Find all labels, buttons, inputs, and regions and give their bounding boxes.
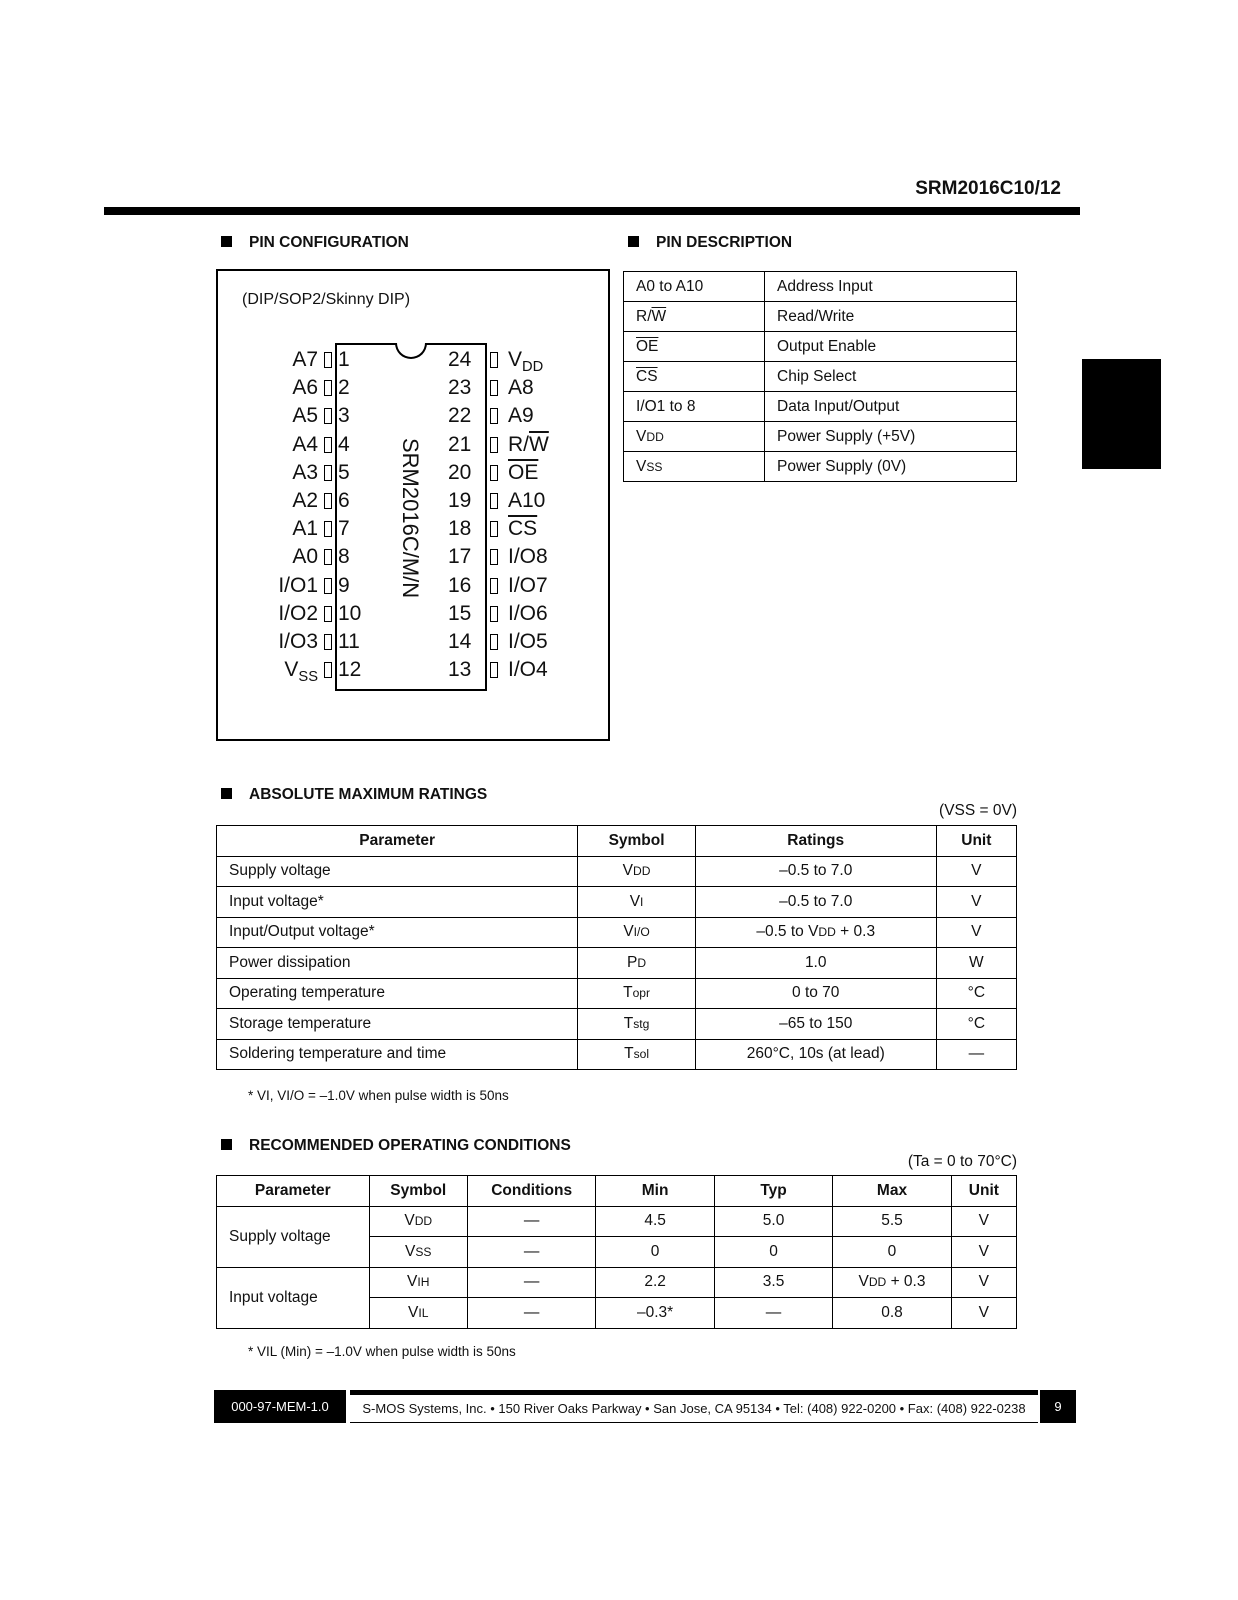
cell: Tstg [578, 1009, 695, 1040]
cell: °C [936, 978, 1016, 1009]
pin-number: 8 [338, 545, 350, 569]
pin-lead [324, 493, 332, 509]
pin-number: 17 [448, 545, 472, 569]
cell: 0 [714, 1237, 832, 1268]
pin-name-cell: VSS [624, 452, 765, 482]
pin-lead [490, 521, 498, 537]
section-recommended-operating-conditions: RECOMMENDED OPERATING CONDITIONS [221, 1137, 571, 1155]
pin-lead [324, 606, 332, 622]
pin-configuration-box [216, 269, 610, 741]
cell: 260°C, 10s (at lead) [695, 1039, 936, 1070]
column-header: Symbol [369, 1176, 467, 1207]
pin-desc-cell: Power Supply (0V) [765, 452, 1017, 482]
pin-number: 23 [448, 376, 472, 400]
pin-label-right: $\overline{CS}$ [508, 517, 538, 541]
cell: Operating temperature [217, 978, 578, 1009]
pin-lead [490, 437, 498, 453]
section-absolute-maximum-ratings: ABSOLUTE MAXIMUM RATINGS [221, 786, 487, 804]
pin-label-left: I/O2 [278, 601, 318, 625]
pin-label-left: $V_{SS}$ [284, 658, 318, 686]
pin-number: 13 [448, 658, 472, 682]
pin-desc-cell: Read/Write [765, 302, 1017, 332]
cell: — [467, 1267, 595, 1298]
table-row [624, 392, 1017, 422]
cell: 0 [596, 1237, 714, 1268]
rec-op-footnote: * VIL (Min) = –1.0V when pulse width is 50ns [248, 1344, 516, 1359]
cell: 4.5 [596, 1206, 714, 1237]
pin-lead [324, 549, 332, 565]
cell: V [951, 1298, 1016, 1329]
pin-label-left: A0 [292, 545, 318, 569]
pin-lead [490, 606, 498, 622]
cell: 0.8 [833, 1298, 951, 1329]
pin-number: 14 [448, 630, 472, 653]
column-header: Parameter [217, 1176, 370, 1207]
column-header: Unit [936, 826, 1016, 857]
pin-desc-cell: Address Input [765, 272, 1017, 302]
pin-label-left: A6 [292, 376, 318, 400]
cell: Input voltage* [217, 887, 578, 918]
pin-label-right: A9 [508, 404, 534, 428]
column-header: Min [596, 1176, 714, 1207]
pin-label-left: I/O1 [278, 573, 318, 597]
pin-number: 4 [338, 432, 350, 456]
pin-label-right: A10 [508, 489, 546, 512]
column-header: Conditions [467, 1176, 595, 1207]
pin-number: 6 [338, 489, 350, 512]
cell: –0.3* [596, 1298, 714, 1329]
cell: Soldering temperature and time [217, 1039, 578, 1070]
cell: VSS [369, 1237, 467, 1268]
table-row [217, 856, 1017, 887]
cell: VIL [369, 1298, 467, 1329]
table-row [217, 948, 1017, 979]
cell: V [951, 1206, 1016, 1237]
pin-number: 15 [448, 601, 472, 625]
column-header: Max [833, 1176, 951, 1207]
table-row [624, 452, 1017, 482]
pin-desc-cell: Output Enable [765, 332, 1017, 362]
cell: W [936, 948, 1016, 979]
cell: Tsol [578, 1039, 695, 1070]
pin-desc-cell: Power Supply (+5V) [765, 422, 1017, 452]
cell: VDD + 0.3 [833, 1267, 951, 1298]
cell: Supply voltage [217, 1206, 370, 1267]
pin-number: 5 [338, 460, 350, 484]
table-row [217, 978, 1017, 1009]
table-row [624, 302, 1017, 332]
pin-lead [490, 408, 498, 424]
pin-number: 10 [338, 601, 362, 625]
cell: PD [578, 948, 695, 979]
column-header: Typ [714, 1176, 832, 1207]
pin-number: 11 [338, 630, 360, 653]
recommended-operating-conditions-table [216, 1175, 1017, 1329]
pin-number: 21 [448, 432, 472, 456]
pin-label-left: A5 [292, 404, 318, 428]
cell: VDD [578, 856, 695, 887]
cell: V [951, 1267, 1016, 1298]
pin-label-right: $\overline{OE}$ [508, 460, 539, 484]
pin-number: 18 [448, 517, 472, 541]
pin-label-right: I/O7 [508, 573, 548, 597]
page-title: SRM2016C10/12 [915, 178, 1061, 199]
cell: — [467, 1237, 595, 1268]
cell: 1.0 [695, 948, 936, 979]
cell: VDD [369, 1206, 467, 1237]
pin-label-left: I/O3 [278, 630, 318, 653]
cell: 5.5 [833, 1206, 951, 1237]
cell: V [951, 1237, 1016, 1268]
cell: — [936, 1039, 1016, 1070]
header-rule [104, 207, 1080, 215]
chip-name: SRM2016C/M/N [398, 438, 423, 599]
section-pin-description: PIN DESCRIPTION [628, 234, 792, 252]
cell: –0.5 to 7.0 [695, 856, 936, 887]
pin-number: 22 [448, 404, 472, 428]
pin-lead [490, 493, 498, 509]
footer-page-number: 9 [1040, 1390, 1076, 1423]
pin-lead [324, 521, 332, 537]
cell: V [936, 917, 1016, 948]
table-row [217, 887, 1017, 918]
pin-number: 9 [338, 573, 350, 597]
pin-lead [324, 578, 332, 594]
package-notch [395, 343, 427, 359]
footer-doc-code: 000-97-MEM-1.0 [214, 1390, 346, 1423]
section-pin-configuration: PIN CONFIGURATION [221, 234, 409, 252]
pin-label-right: I/O5 [508, 630, 548, 653]
pin-label-right: $R/\overline{W}$ [508, 432, 549, 456]
pin-lead [324, 408, 332, 424]
pin-label-right: I/O4 [508, 658, 548, 682]
cell: — [467, 1206, 595, 1237]
cell: 0 [833, 1237, 951, 1268]
cell: — [714, 1298, 832, 1329]
pin-lead [324, 380, 332, 396]
pin-name-cell: $R/\overline{W}$ [624, 302, 765, 332]
pin-label-left: A3 [292, 460, 318, 484]
cell: Input/Output voltage* [217, 917, 578, 948]
cell: Power dissipation [217, 948, 578, 979]
cell: V [936, 856, 1016, 887]
cell: –65 to 150 [695, 1009, 936, 1040]
abs-max-condition: (VSS = 0V) [939, 802, 1017, 819]
pin-label-left: A1 [292, 517, 318, 541]
cell: VIH [369, 1267, 467, 1298]
pin-desc-cell: Data Input/Output [765, 392, 1017, 422]
pin-number: 2 [338, 376, 350, 400]
cell: Input voltage [217, 1267, 370, 1328]
pin-lead [490, 352, 498, 368]
pin-lead [324, 634, 332, 650]
pin-lead [490, 549, 498, 565]
cell: 3.5 [714, 1267, 832, 1298]
package-types: (DIP/SOP2/Skinny DIP) [242, 291, 411, 308]
pin-lead [324, 437, 332, 453]
table-row [624, 272, 1017, 302]
table-row [624, 422, 1017, 452]
cell: Supply voltage [217, 856, 578, 887]
abs-max-footnote: * VI, VI/O = –1.0V when pulse width is 50ns [248, 1088, 509, 1103]
absolute-maximum-ratings-table [216, 825, 1017, 1070]
pin-name-cell: VDD [624, 422, 765, 452]
cell: –0.5 to VDD + 0.3 [695, 917, 936, 948]
pin-label-left: A7 [292, 348, 318, 371]
pin-number: 16 [448, 573, 472, 597]
pin-name-cell: $\overline{CS}$ [624, 362, 765, 392]
table-row [217, 1039, 1017, 1070]
pin-name-cell: $\overline{OE}$ [624, 332, 765, 362]
section-tab-marker [1082, 359, 1161, 469]
table-row [217, 1009, 1017, 1040]
pin-lead [324, 662, 332, 678]
cell: V [936, 887, 1016, 918]
pin-desc-cell: Chip Select [765, 362, 1017, 392]
column-header: Parameter [217, 826, 578, 857]
cell: — [467, 1298, 595, 1329]
rec-op-condition: (Ta = 0 to 70°C) [907, 1153, 1017, 1170]
pin-label-left: A4 [292, 432, 318, 456]
table-row [624, 362, 1017, 392]
pin-lead [490, 634, 498, 650]
cell: VI/O [578, 917, 695, 948]
cell: 2.2 [596, 1267, 714, 1298]
pin-number: 19 [448, 489, 472, 512]
pin-number: 1 [338, 348, 350, 371]
cell: –0.5 to 7.0 [695, 887, 936, 918]
pin-name-cell: A0 to A10 [624, 272, 765, 302]
pin-label-right: I/O6 [508, 601, 548, 625]
footer-address: S-MOS Systems, Inc. • 150 River Oaks Parkway • San Jose, CA 95134 • Tel: (408) 922-0200 • Fax: (408) 922-0238 [350, 1390, 1038, 1423]
pin-lead [324, 465, 332, 481]
pin-number: 20 [448, 460, 472, 484]
pin-label-left: A2 [292, 489, 318, 512]
cell: Storage temperature [217, 1009, 578, 1040]
cell: Topr [578, 978, 695, 1009]
pin-lead [490, 662, 498, 678]
column-header: Symbol [578, 826, 695, 857]
cell: 0 to 70 [695, 978, 936, 1009]
pin-lead [490, 465, 498, 481]
column-header: Ratings [695, 826, 936, 857]
pin-label-right: I/O8 [508, 545, 548, 569]
pin-label-right: $V_{DD}$ [508, 348, 544, 376]
pin-label-right: A8 [508, 376, 534, 400]
pin-name-cell: I/O1 to 8 [624, 392, 765, 422]
cell: VI [578, 887, 695, 918]
cell: °C [936, 1009, 1016, 1040]
cell: 5.0 [714, 1206, 832, 1237]
pin-number: 3 [338, 404, 350, 428]
pin-description-table [623, 271, 1017, 482]
table-row [217, 917, 1017, 948]
pin-number: 24 [448, 348, 472, 371]
pin-lead [324, 352, 332, 368]
table-row [217, 1206, 1017, 1237]
pin-number: 12 [338, 658, 362, 682]
pin-lead [490, 380, 498, 396]
table-row [217, 1267, 1017, 1298]
table-row [624, 332, 1017, 362]
column-header: Unit [951, 1176, 1016, 1207]
pin-lead [490, 578, 498, 594]
pin-number: 7 [338, 517, 350, 541]
